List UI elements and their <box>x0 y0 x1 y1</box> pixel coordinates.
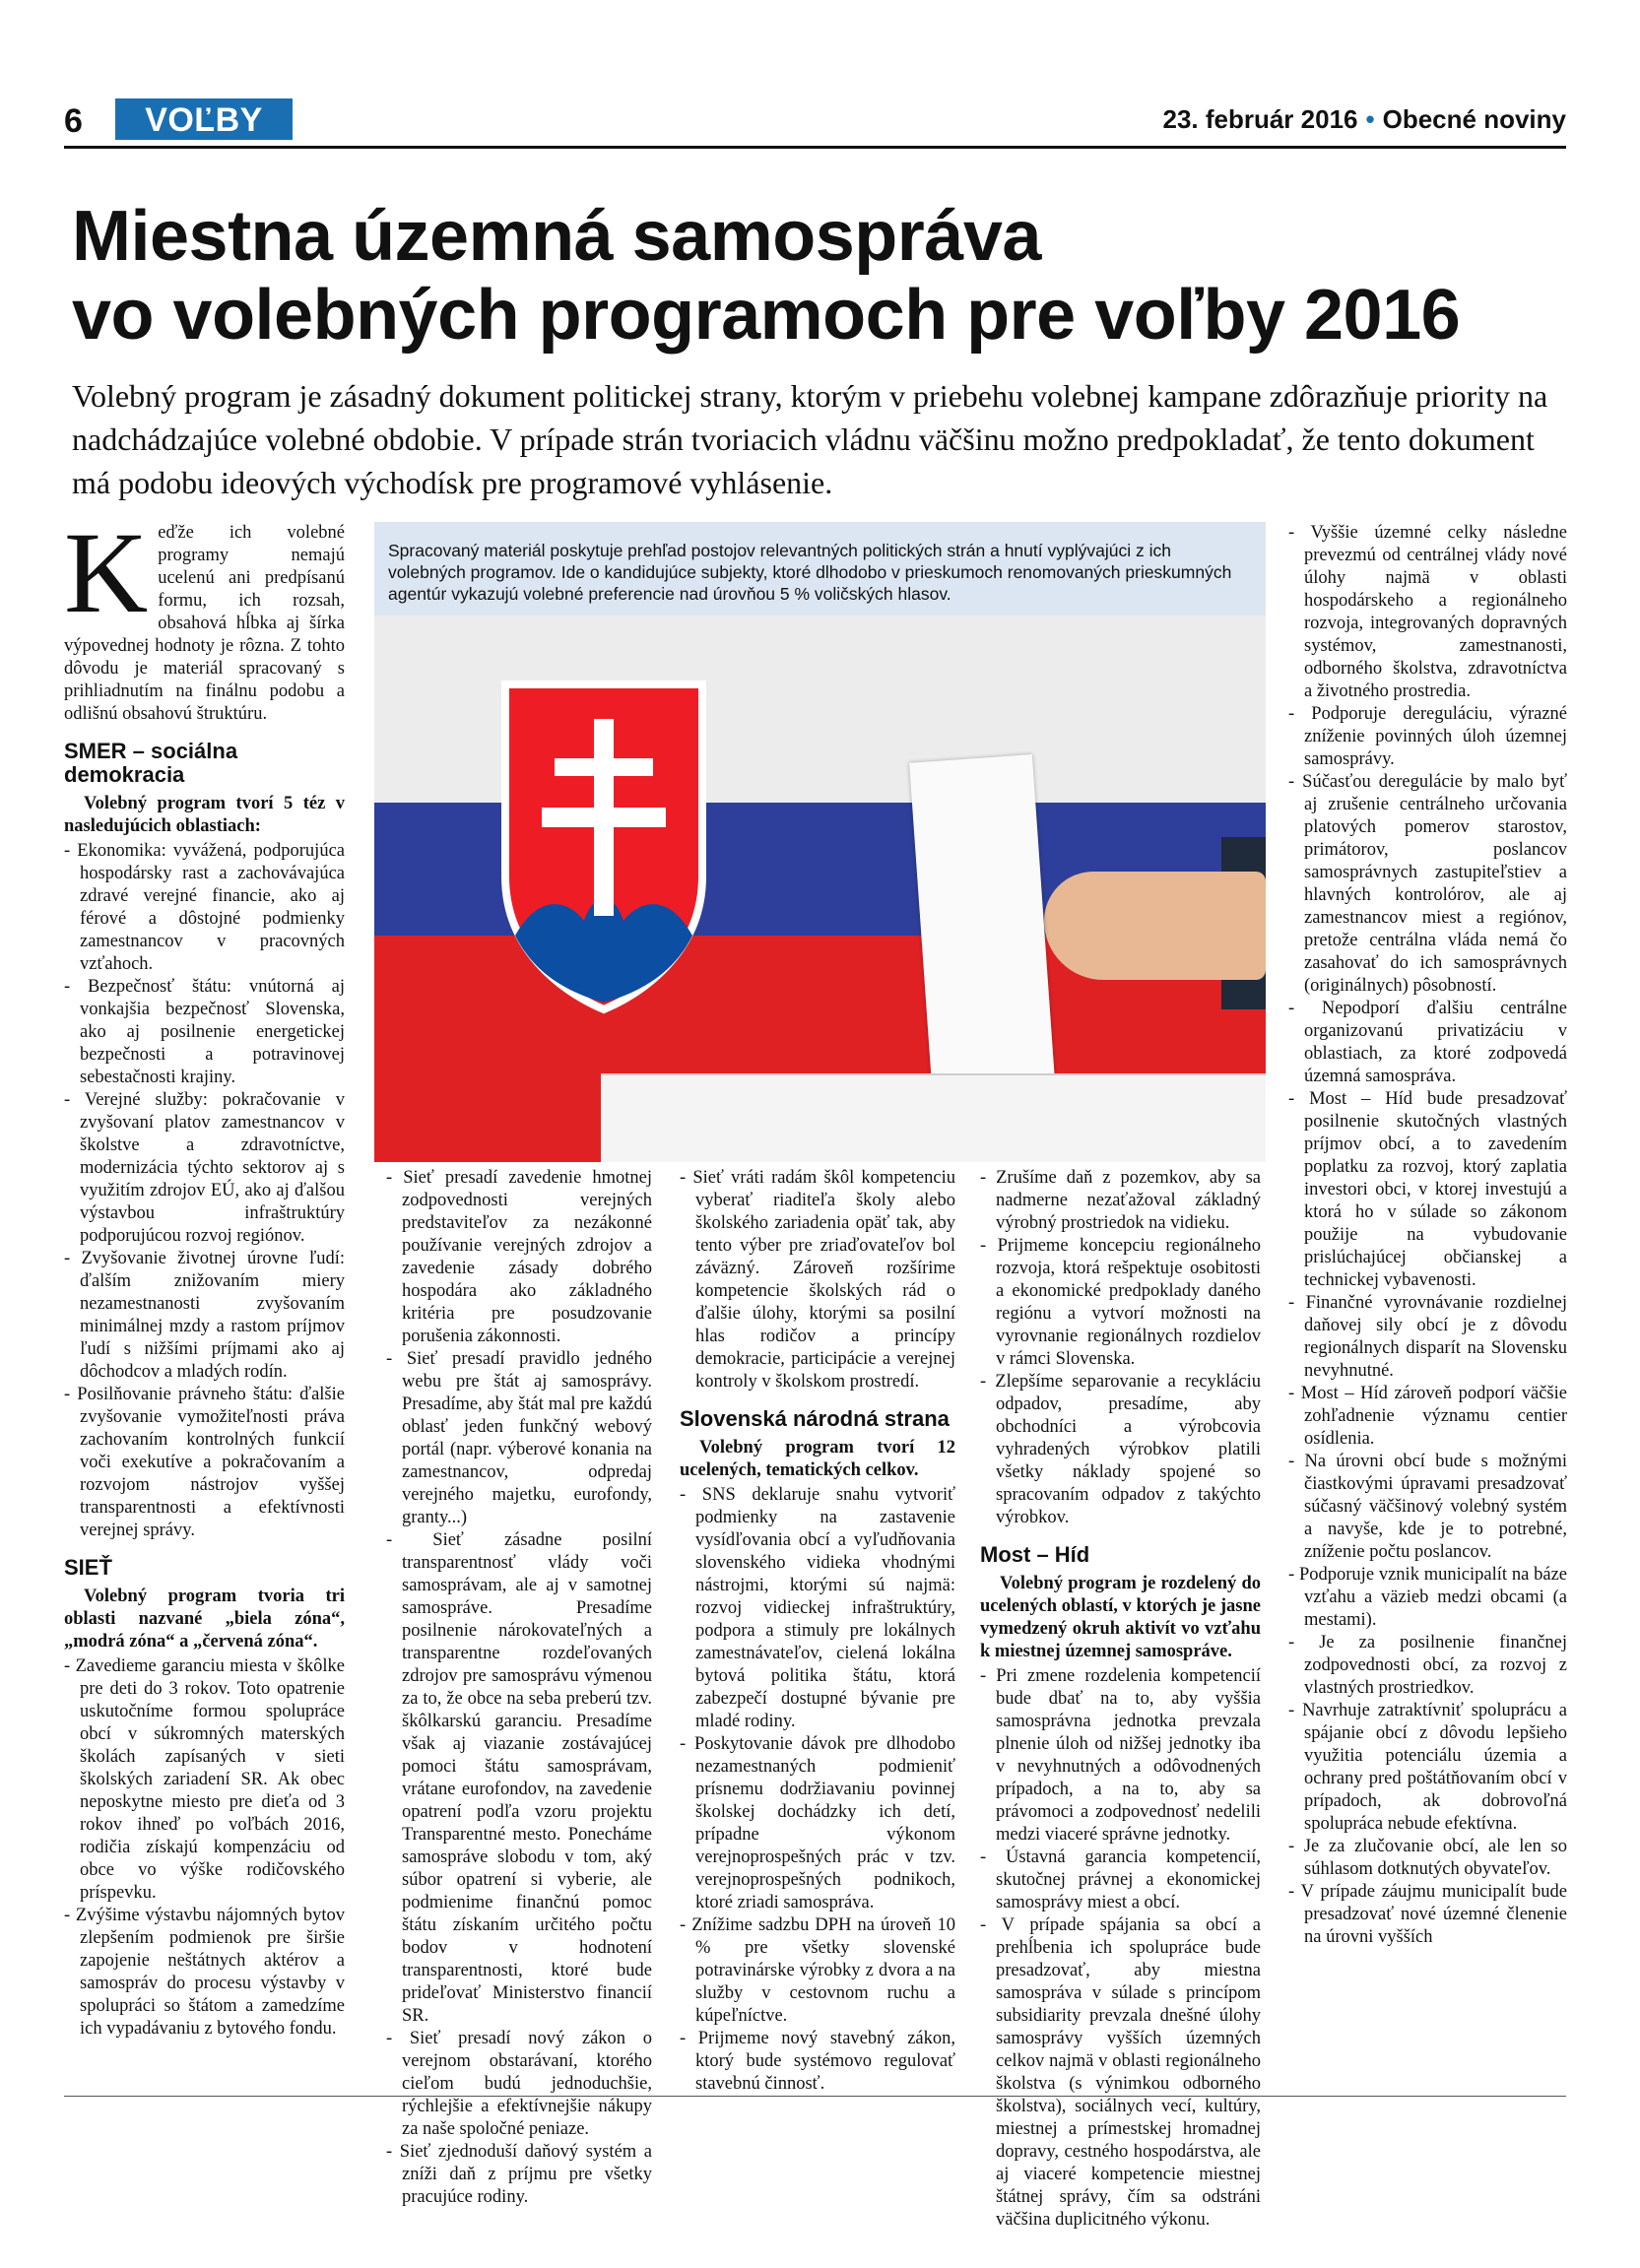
header-rule <box>64 146 1566 149</box>
column-2 <box>386 1167 652 2209</box>
list-item: - Prijmeme koncepciu regionálneho rozvoja, ktorá rešpektuje osobitosti a ekonomické predpoklady daného regiónu a vytvorí možnosti na vyrovnanie regionálnych rozdielov v rámci Slovenska. <box>980 1236 1261 1369</box>
coat-of-arms-icon <box>500 680 707 1014</box>
column-4 <box>980 1167 1261 2232</box>
heading-sns: Slovenská národná strana <box>680 1406 950 1431</box>
drop-cap: K <box>64 508 149 637</box>
list-item: - Nepodporí ďalšiu centrálne organizovanú privatizáciu v oblastiach, za ktoré zodpovedá územná samospráva. <box>1288 999 1567 1086</box>
list-item: - Bezpečnosť štátu: vnútorná aj vonkajšia bezpečnosť Slovenska, ako aj posilnenie energetickej bezpečnosti a potravinovej sebestačnosti krajiny. <box>64 977 345 1087</box>
separator-dot: • <box>1365 104 1375 134</box>
list-item: - Sieť zjednoduší daňový systém a zníži daň z príjmu pre všetky pracujúce rodiny. <box>386 2142 652 2207</box>
list-item: - Ústavná garancia kompetencií, skutočnej právnej a ekonomickej samosprávy miest a obcí. <box>980 1847 1261 1912</box>
sns-list-part-1 <box>680 1484 955 2096</box>
sns-list-part-2 <box>980 1167 1261 1529</box>
list-item: - Navrhuje zatraktívniť spoluprácu a spájanie obcí z dôvodu lepšieho využitia potenciálu územia a ochrany pred poštátňovaním obcí v prípadoch, ak dobrovoľná spolupráca nebude efektívna. <box>1288 1701 1567 1834</box>
intro-text: eďže ich volebné programy nemajú ucelenú ani predpísanú formu, ich rozsah, obsahová hĺbka aj šírka výpovednej hodnoty je rôzna. Z tohto dôvodu je materiál spracovaný s prihliadnutím na finálnu podobu a odlišnú obsahovú štruktúru. <box>64 523 345 724</box>
heading-most: Most – Híd <box>980 1542 1090 1567</box>
siet-list-part-1 <box>64 1655 345 2041</box>
list-item: - Znížime sadzbu DPH na úroveň 10 % pre všetky slovenské potravinárske výrobky z dvora a na služby v cestovnom ruchu a kúpeľníctve. <box>680 1915 955 2026</box>
list-item: - Na úrovni obcí bude s možnými čiastkovými úpravami presadzovať súčasný väčšinový volebný systém a navyše, kde je to potrebné, zníženie počtu poslancov. <box>1288 1452 1567 1562</box>
most-list-part-1 <box>980 1665 1261 2232</box>
photo-block <box>374 522 1266 1162</box>
list-item: - SNS deklaruje snahu vytvoriť podmienky na zastavenie vysídľovania obcí a vyľudňovania slovenského vidieka vhodnými nástrojmi, ktorými sú najmä: rozvoj vidieckej infraštruktúry, podpora a stimuly pre lokálnych zamestnávateľov, cielená lokálna bytová politika štátu, ktorá zabezpečí dostupné bývanie pre mladé rodiny. <box>680 1485 955 1731</box>
list-item: - Podporuje dereguláciu, výrazné zníženie povinných úloh územnej samosprávy. <box>1288 704 1567 769</box>
sns-subheading: Volebný program tvorí 12 ucelených, tematických celkov. <box>680 1438 955 1480</box>
list-item: - Finančné vyrovnávanie rozdielnej daňovej sily obcí je z dôvodu regionálnych disparít na Slovensku nevyhnutné. <box>1288 1293 1567 1381</box>
title-line-2: vo volebných programoch pre voľby 2016 <box>72 276 1461 355</box>
list-item: - Most – Híd zároveň podporí väčšie zohľadnenie významu centier osídlenia. <box>1288 1384 1567 1449</box>
intro-paragraph <box>64 508 345 726</box>
paper-name: Obecné noviny <box>1382 104 1566 134</box>
footer-rule <box>64 2096 1566 2097</box>
title-line-1: Miestna územná samospráva <box>72 197 1041 276</box>
column-5 <box>1288 522 1567 1949</box>
list-item: - Súčasťou deregulácie by malo byť aj zrušenie centrálneho určovania platových pomerov starostov, primátorov, poslancov samosprávnych zastupiteľstiev a hlavných kontrolórov, ale aj zamestnancov miest a regiónov, pretože centrálna vláda nemá čo zasahovať do ich samosprávnych (originálnych) pôsobností. <box>1288 772 1567 996</box>
siet-list-part-2 <box>386 1167 652 2209</box>
list-item: - Je za posilnenie finančnej zodpovednosti obcí, za rozvoj z vlastných prostriedkov. <box>1288 1633 1567 1698</box>
heading-siet: SIEŤ <box>64 1555 112 1580</box>
list-item: - Zlepšíme separovanie a recykláciu odpadov, presadíme, aby obchodníci a výrobcovia vyhradených výrobkov platili všetky náklady spojené so spracovaním odpadov z takýchto výrobkov. <box>980 1372 1261 1527</box>
list-item: - Je za zlučovanie obcí, ale len so súhlasom dotknutých obyvateľov. <box>1288 1837 1567 1879</box>
list-item: - Sieť presadí pravidlo jedného webu pre štát aj samosprávy. Presadíme, aby štát mal pre každú oblasť jeden funkčný webový portál (napr. výberové konania na zamestnancov, odpredaj verejného majetku, eurofondy, granty...) <box>386 1349 652 1527</box>
list-item: - Zvýšime výstavbu nájomných bytov zlepšením podmienok pre širšie zapojenie neštátnych aktérov a samospráv do procesu výstavby v spolupráci so štátom a zamedzíme ich vypadávaniu z bytového fondu. <box>64 1906 345 2039</box>
list-item: - Ekonomika: vyvážená, podporujúca hospodársky rast a zachovávajúca zdravé verejné financie, ako aj férové a dôstojné podmienky zamestnancov v pracovných vzťahoch. <box>64 841 345 974</box>
smer-subheading: Volebný program tvorí 5 téz v nasledujúcich oblastiach: <box>64 794 345 836</box>
heading-smer: SMER – sociálna demokracia <box>64 739 238 787</box>
list-item: - Poskytovanie dávok pre dlhodobo nezamestnaných podmieniť prísnemu dodržiavaniu povinnej školskej dochádzky ich detí, prípadne výkonom verejnoprospešných prác v tzv. verejnoprospešných podnikoch, ktoré zriadi samospráva. <box>680 1734 955 1912</box>
list-item: - V prípade záujmu municipalít bude presadzovať nové územné členenie na úrovni vyšších <box>1288 1882 1567 1947</box>
dateline <box>1162 104 1566 135</box>
column-1 <box>64 508 345 2041</box>
list-item: - Zavedieme garanciu miesta v škôlke pre deti do 3 rokov. Toto opatrenie uskutočníme formou spolupráce obcí v súkromných materských školách zapísaných v sieti školských zariadení SR. Ak obec neposkytne miesto pre dieťa od 3 rokov ihneď po voľbách 2016, rodičia získajú kompenzáciu od obce vo výške rodičovského príspevku. <box>64 1656 345 1903</box>
list-item: - Vyššie územné celky následne prevezmú od centrálnej vlády nové úlohy najmä v oblasti hospodárskeho a regionálneho rozvoja, integrovaných dopravných systémov, zamestnanosti, odborného školstva, zdravotníctva a životného prostredia. <box>1288 523 1567 701</box>
list-item: - Posilňovanie právneho štátu: ďalšie zvyšovanie vymožiteľnosti práva zachovaním kontrolných funkcií voči exekutíve a pokračovaním a rozvojom nástrojov vyššej transparentnosti a efektívnosti verejnej správy. <box>64 1385 345 1540</box>
list-item: - Sieť vráti radám škôl kompetenciu vyberať riaditeľa školy alebo školského zariadenia opäť tak, aby tento výber pre zriaďovateľov bol záväzný. Zároveň rozšírime kompetencie školských rád o ďalšie úlohy, ktorými sa posilní hlas rodičov a princípy demokracie, participácie a verejnej kontroly v školskom prostredí. <box>680 1168 955 1392</box>
siet-list-part-3 <box>680 1167 955 1393</box>
smer-list <box>64 840 345 1542</box>
ballot-box <box>601 1073 1266 1162</box>
page-header <box>64 98 1566 143</box>
list-item: - Sieť presadí nový zákon o verejnom obstarávaní, ktorého cieľom budú jednoduchšie, rýchlejšie a efektívnejšie nákupy za naše spoločné peniaze. <box>386 2029 652 2139</box>
siet-subheading: Volebný program tvoria tri oblasti nazvané „biela zóna“, „modrá zóna“ a „červená zóna“. <box>64 1587 345 1652</box>
voter-hand <box>1044 872 1266 980</box>
list-item: - Podporuje vznik municipalít na báze vzťahu a väzieb medzi obcami (a mestami). <box>1288 1565 1567 1630</box>
list-item: - Prijmeme nový stavebný zákon, ktorý bude systémovo regulovať stavebnú činnosť. <box>680 2029 955 2094</box>
ballot-paper <box>909 754 1056 1102</box>
list-item: - Sieť presadí zavedenie hmotnej zodpovednosti verejných predstaviteľov za nezákonné používanie verejných zdrojov a zavedenie zásady dobrého hospodára ako základného kritéria pre posudzovanie porušenia zákonnosti. <box>386 1168 652 1346</box>
list-item: - V prípade spájania sa obcí a prehĺbenia ich spolupráce bude presadzovať, aby miestna samospráva v súlade s princípom subsidiarity prevzala dnešné úlohy samosprávy vyšších územných celkov najmä v oblasti regionálneho školstva (s výnimkou odborného školstva), sociálnych vecí, kultúry, miestnej a prímestskej hromadnej dopravy, cestného hospodárstva, ale aj viaceré kompetencie miestnej štátnej správy, čím sa odstráni väčšina duplicitného výkonu. <box>980 1915 1261 2230</box>
article-title <box>72 197 1574 355</box>
most-subheading: Volebný program je rozdelený do ucelených oblastí, v ktorých je jasne vymedzený okruh aktivít vo vzťahu k miestnej územnej samospráve. <box>980 1574 1261 1661</box>
list-item: - Sieť zásadne posilní transparentnosť vlády voči samosprávam, ale aj v samotnej samospráve. Presadíme posilnenie nárokovateľných a transparentne rozdeľovaných zdrojov pre samosprávu výmenou za to, že obce na seba preberú tzv. škôlkarskú garanciu. Presadíme však aj viazanie zostávajúcej pomoci štátu samosprávam, vrátane eurofondov, na zavedenie opatrení podľa vzoru projektu Transparentné mesto. Ponecháme samospráve slobodu v tom, aký súbor opatrení si vyberie, ale podmienime finančnú pomoc štátu získaním určitého počtu bodov v hodnotení transparentnosti, ktoré bude prideľovať Ministerstvo financií SR. <box>386 1530 652 2026</box>
list-item: - Pri zmene rozdelenia kompetencií bude dbať na to, aby vyššia samosprávna jednotka prevzala plnenie úloh od nižšej jednotky iba v nevyhnutných a odôvodnených prípadoch, a na to, aby sa právomoci a zodpovednosť nedelili medzi viaceré správne jednotky. <box>980 1666 1261 1845</box>
most-list-part-2 <box>1288 522 1567 1949</box>
section-label: VOĽBY <box>115 98 293 140</box>
list-item: - Verejné služby: pokračovanie v zvyšovaní platov zamestnancov v školstve a zdravotníctve, modernizácia týchto sektorov aj s využitím zdrojov EÚ, ako aj ďalšou výstavbou infraštruktúry podporujúcou rozvoj regiónov. <box>64 1090 345 1246</box>
list-item: - Zrušíme daň z pozemkov, aby sa nadmerne nezaťažoval základný výrobný prostriedok na vidieku. <box>980 1168 1261 1233</box>
article-lead: Volebný program je zásadný dokument politickej strany, ktorým v priebehu volebnej kampane zdôrazňuje priority na nadchádzajúce volebné obdobie. V prípade strán tvoriacich vládnu väčšinu možno predpokladať, že tento dokument má podobu ideových východísk pre programové vyhlásenie. <box>72 378 1548 500</box>
page-number: 6 <box>64 102 83 140</box>
photo-caption: Spracovaný materiál poskytuje prehľad postojov relevantných politických strán a hnutí vyplývajúci z ich volebných programov. Ide o kandidujúce subjekty, ktoré dlhodobo v prieskumoch renomovaných prieskumných agentúr vykazujú volebné preferencie nad úrovňou 5 % voličských hlasov. <box>374 522 1266 616</box>
list-item: - Zvyšovanie životnej úrovne ľudí: ďalším znižovaním miery nezamestnanosti zvyšovaním minimálnej mzdy a rastom príjmov ľudí s nižšími príjmami ako aj dôchodcov a mladých rodín. <box>64 1249 345 1382</box>
list-item: - Most – Híd bude presadzovať posilnenie skutočných vlastných príjmov obcí, a to zavedením poplatku za rozvoj, ktorý zaplatia investori obci, v ktorej investujú a ktorá ho v súlade so zákonom použije na vybudovanie prislúchajúcej občianskej a technickej vybavenosti. <box>1288 1089 1567 1290</box>
issue-date: 23. február 2016 <box>1162 104 1358 134</box>
column-3 <box>680 1167 955 2096</box>
